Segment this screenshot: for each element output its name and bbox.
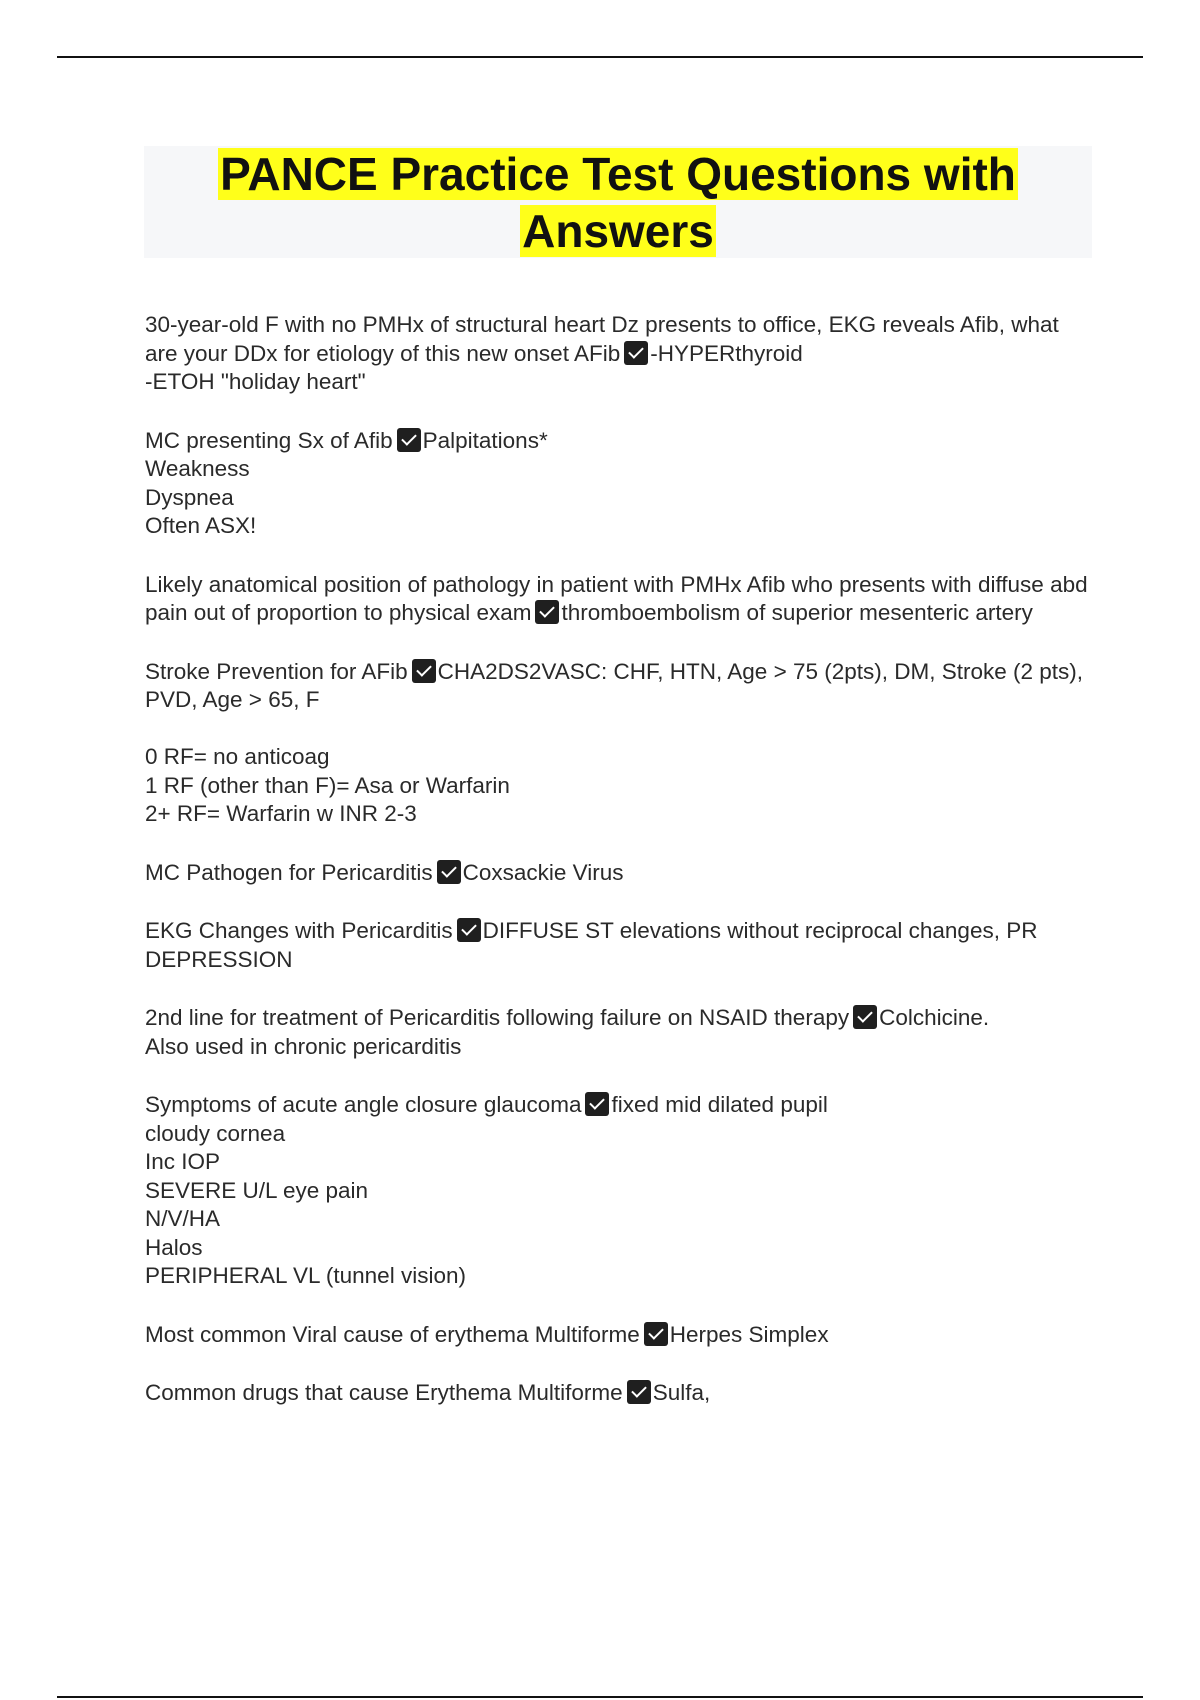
answer-text: DIFFUSE ST elevations without reciprocal changes, PR DEPRESSION (145, 918, 1038, 972)
checkmark-icon (457, 918, 481, 942)
checkmark-icon (397, 428, 421, 452)
question-text: MC Pathogen for Pericarditis (145, 859, 433, 885)
checkmark-icon (585, 1092, 609, 1116)
answer-text: CHA2DS2VASC: CHF, HTN, Age > 75 (2pts), DM, Stroke (2 pts), PVD, Age > 65, F 0 RF= no anticoag 1 RF (other than F)= Asa or Warfarin 2+ RF= Warfarin w INR 2-3 (145, 658, 1084, 826)
bottom-rule (57, 1696, 1143, 1698)
checkmark-icon (624, 341, 648, 365)
qa-item (145, 1379, 1095, 1408)
question-text: MC presenting Sx of Afib (145, 427, 393, 453)
checkmark-icon (644, 1322, 668, 1346)
title-banner (144, 146, 1092, 258)
answer-text: -HYPERthyroid -ETOH "holiday heart" (145, 340, 803, 394)
qa-item (145, 571, 1095, 628)
answer-text: fixed mid dilated pupil cloudy cornea Inc IOP SEVERE U/L eye pain N/V/HA Halos PERIPHERAL VL (tunnel vision) (145, 1092, 828, 1288)
question-text: Likely anatomical position of pathology in patient with PMHx Afib who presents with diffuse abd pain out of proportion to physical exam (145, 571, 1088, 625)
checkmark-icon (535, 600, 559, 624)
question-text: Stroke Prevention for AFib (145, 658, 408, 684)
checkmark-icon (412, 659, 436, 683)
checkmark-icon (627, 1380, 651, 1404)
question-text: Most common Viral cause of erythema Multiforme (145, 1321, 640, 1347)
qa-item (145, 427, 1095, 541)
qa-list (145, 311, 1095, 1438)
document-title: PANCE Practice Test Questions with Answers (220, 148, 1016, 257)
qa-item (145, 1004, 1095, 1061)
checkmark-icon (437, 860, 461, 884)
answer-text: Palpitations* Weakness Dyspnea Often ASX! (145, 427, 548, 538)
answer-text: thromboembolism of superior mesenteric artery (561, 600, 1033, 625)
top-rule (57, 56, 1143, 58)
question-text: EKG Changes with Pericarditis (145, 918, 453, 943)
qa-item (145, 311, 1095, 397)
checkmark-icon (853, 1005, 877, 1029)
qa-item (145, 658, 1095, 829)
answer-text: Coxsackie Virus (462, 859, 624, 885)
answer-text: Colchicine. Also used in chronic pericarditis (145, 1005, 990, 1059)
qa-item (145, 1321, 1095, 1350)
qa-item (145, 917, 1095, 974)
question-text: Common drugs that cause Erythema Multiforme (145, 1380, 623, 1405)
question-text: 30-year-old F with no PMHx of structural heart Dz presents to office, EKG reveals Afib, what are your DDx for etiology of this new onset AFib (145, 312, 1059, 366)
question-text: Symptoms of acute angle closure glaucoma (145, 1092, 582, 1117)
qa-item (145, 859, 1095, 888)
answer-text: Sulfa, (652, 1380, 711, 1405)
question-text: 2nd line for treatment of Pericarditis following failure on NSAID therapy (145, 1005, 850, 1030)
qa-item (145, 1091, 1095, 1291)
answer-text: Herpes Simplex (669, 1321, 829, 1347)
